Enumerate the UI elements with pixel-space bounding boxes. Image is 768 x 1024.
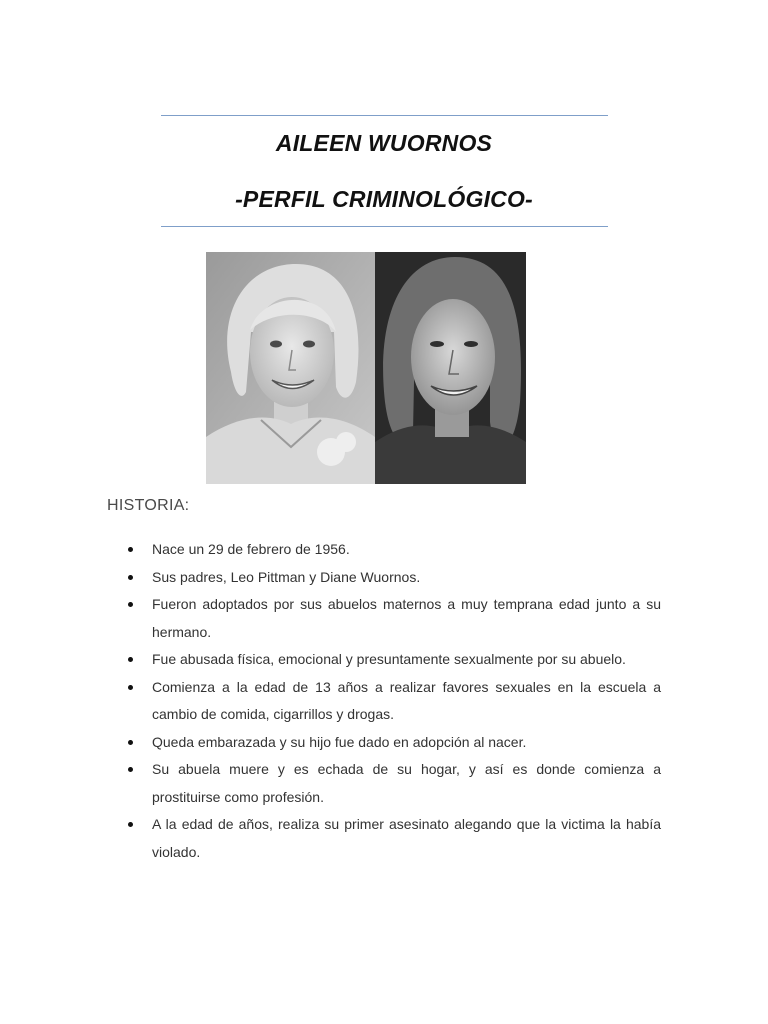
list-item xyxy=(128,591,661,646)
list-item xyxy=(128,756,661,811)
bullet-icon xyxy=(128,657,133,662)
child-portrait-photo xyxy=(206,252,375,484)
bullet-icon xyxy=(128,740,133,745)
list-item-text: Sus padres, Leo Pittman y Diane Wuornos. xyxy=(152,568,421,585)
list-item-text: Comienza a la edad de 13 años a realizar favores sexuales en la escuela a cambio de comida, cigarrillos y drogas. xyxy=(152,678,661,722)
list-item xyxy=(128,729,661,757)
document-title: AILEEN WUORNOS xyxy=(275,130,493,156)
bullet-icon xyxy=(128,547,133,552)
portrait-photos xyxy=(206,252,526,484)
top-divider xyxy=(161,115,608,116)
bottom-divider xyxy=(161,226,608,227)
list-item-text: Nace un 29 de febrero de 1956. xyxy=(152,541,350,557)
bullet-icon xyxy=(128,767,133,772)
adult-portrait-photo xyxy=(375,252,526,484)
bullet-icon xyxy=(128,575,133,580)
list-item-text: Fueron adoptados por sus abuelos maternos a muy temprana edad junto a su hermano. xyxy=(152,596,661,640)
bullet-icon xyxy=(128,602,133,607)
list-item-text: Queda embarazada y su hijo fue dado en adopción al nacer. xyxy=(152,733,527,750)
list-item-text: Su abuela muere y es echada de su hogar, y así es donde comienza a prostituirse como profesión. xyxy=(152,761,661,805)
document-subtitle: -PERFIL CRIMINOLÓGICO- xyxy=(235,186,533,212)
list-item xyxy=(128,811,661,866)
list-item xyxy=(128,674,661,729)
list-item xyxy=(128,564,661,592)
list-item-text: Fue abusada física, emocional y presuntamente sexualmente por su abuelo. xyxy=(152,651,626,667)
bullet-icon xyxy=(128,822,133,827)
list-item-text: A la edad de años, realiza su primer asesinato alegando que la victima la había violado. xyxy=(152,816,661,860)
section-heading: HISTORIA: xyxy=(107,497,190,514)
bullet-icon xyxy=(128,685,133,690)
history-bullet-list xyxy=(128,536,661,866)
list-item xyxy=(128,536,661,564)
list-item xyxy=(128,646,661,674)
